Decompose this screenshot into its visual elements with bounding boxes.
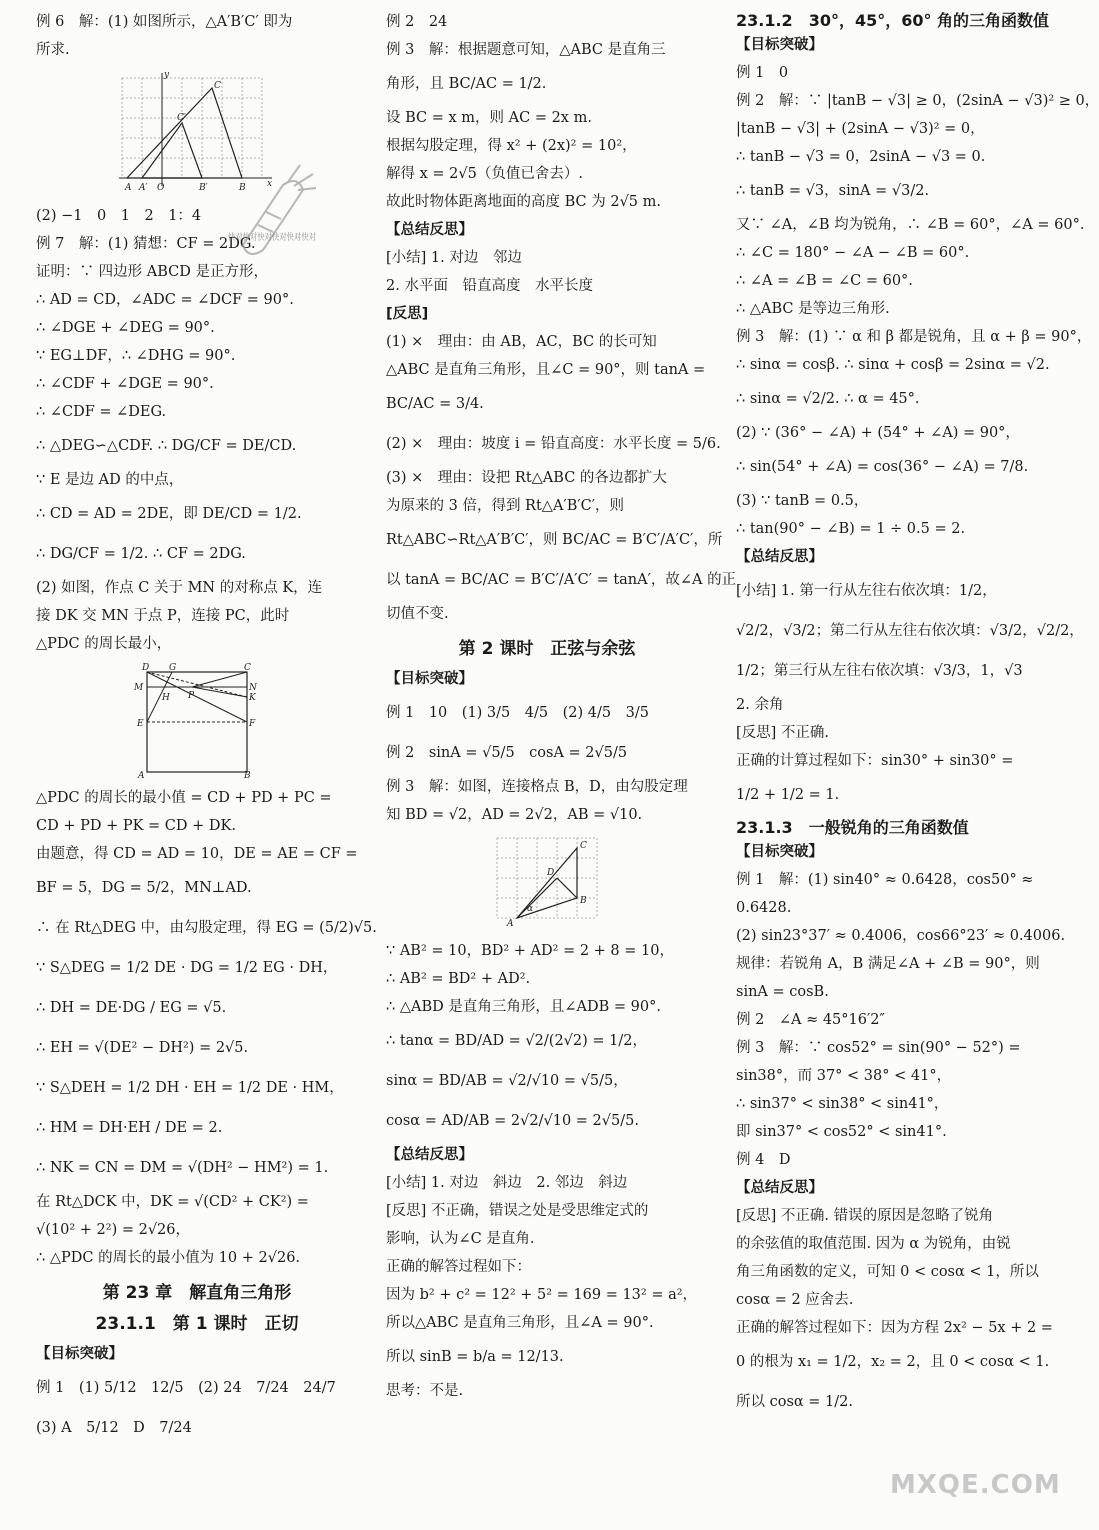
text-line: (3) × 理由：设把 Rt△ABC 的各边都扩大 [386, 470, 667, 486]
subheading: [反思] [386, 306, 429, 322]
text-line: 正确的计算过程如下：sin30° + sin30° = [736, 753, 1014, 769]
text-line: 正确的解答过程如下：因为方程 2x² − 5x + 2 = [736, 1320, 1053, 1336]
text-line: ∴ CD = AD = 2DE，即 DE/CD = 1/2. [36, 506, 302, 522]
text-line: (1) × 理由：由 AB，AC，BC 的长可知 [386, 334, 657, 350]
text-line: 例 7 解：(1) 猜想：CF = 2DG. [36, 236, 256, 252]
text-line: ∴ sin37° < sin38° < sin41°， [736, 1096, 949, 1112]
site-watermark [890, 1470, 1061, 1500]
section-heading: 23.1.3 一般锐角的三角函数值 [736, 818, 969, 837]
stamp-text: 快对快对快对快对快对快对 [228, 233, 337, 243]
text-line: 例 2 解：∵ |tanB − √3| ≥ 0，(2sinA − √3)² ≥ 0， [736, 93, 1099, 109]
svg-text:A: A [125, 183, 132, 193]
text-line: 例 2 ∠A ≈ 45°16′2″ [736, 1012, 885, 1028]
subheading: 【总结反思】 [386, 1147, 473, 1163]
text-line: 角三角函数的定义，可知 0 < cosα < 1，所以 [736, 1264, 1039, 1280]
text-line: ∴ tanB − √3 = 0，2sinA − √3 = 0. [736, 149, 986, 165]
text-line: 影响，认为∠C 是直角. [386, 1231, 535, 1247]
svg-text:N: N [249, 683, 257, 693]
text-line: 例 1 (1) 5/12 12/5 (2) 24 7/24 24/7 [36, 1380, 336, 1396]
subheading: 【目标突破】 [736, 844, 823, 860]
text-line: ∴ EH = √(DE² − DH²) = 2√5. [36, 1040, 249, 1056]
text-line: 1/2；第三行从左往右依次填：√3/3，1，√3 [736, 663, 1023, 679]
svg-text:C: C [244, 663, 251, 673]
text-line: ∵ S△DEG = 1/2 DE · DG = 1/2 EG · DH， [36, 960, 338, 976]
text-line: CD + PD + PK = CD + DK. [36, 818, 236, 834]
text-line: ∴ ∠CDF + ∠DGE = 90°. [36, 376, 214, 392]
text-line: 为原来的 3 倍，得到 Rt△A′B′C′，则 [386, 498, 625, 514]
subheading: 【目标突破】 [736, 37, 823, 53]
text-line: (2) × 理由：坡度 i = 铅直高度：水平长度 = 5/6. [386, 436, 721, 452]
chapter-title: 第 23 章 解直角三角形 [102, 1283, 292, 1303]
text-line: 证明：∵ 四边形 ABCD 是正方形， [36, 264, 268, 280]
text-line: 由题意，得 CD = AD = 10，DE = AE = CF = [36, 846, 358, 862]
text-line: sinA = cosB. [736, 984, 829, 1000]
svg-text:A: A [138, 771, 145, 781]
text-line: ∴ NK = CN = DM = √(DH² − HM²) = 1. [36, 1160, 329, 1176]
subheading: 【总结反思】 [736, 549, 823, 565]
text-line: ∴ △ABD 是直角三角形，且∠ADB = 90°. [386, 999, 661, 1015]
svg-text:C: C [580, 841, 587, 851]
text-line: ∴ DH = DE·DG / EG = √5. [36, 1000, 227, 1016]
svg-text:E: E [137, 719, 144, 729]
text-line: ∴ tan(90° − ∠B) = 1 ÷ 0.5 = 2. [736, 521, 966, 537]
text-line: cosα = 2 应舍去. [736, 1292, 854, 1308]
text-line: 例 2 sinA = √5/5 cosA = 2√5/5 [386, 745, 628, 761]
text-line: 以 tanA = BC/AC = B′C′/A′C′ = tanA′，故∠A 的正 [386, 572, 737, 588]
text-line: sinα = BD/AB = √2/√10 = √5/5， [386, 1073, 628, 1089]
text-line: |tanB − √3| + (2sinA − √3)² = 0， [736, 121, 985, 137]
text-line: 正确的解答过程如下： [386, 1259, 531, 1275]
svg-text:y: y [164, 70, 170, 80]
svg-text:C: C [214, 81, 221, 91]
text-line: ∴ △DEG∽△CDF. ∴ DG/CF = DE/CD. [36, 438, 297, 454]
svg-text:x: x [267, 179, 273, 189]
text-line: 切值不变. [386, 606, 449, 622]
text-line: [小结] 1. 对边 斜边 2. 邻边 斜边 [386, 1175, 628, 1191]
text-line: 所求. [36, 42, 70, 58]
svg-text:D: D [142, 663, 150, 673]
text-line: 解得 x = 2√5（负值已舍去）. [386, 166, 583, 182]
svg-text:α: α [527, 904, 534, 914]
lattice-figure [492, 833, 602, 933]
text-line: Rt△ABC∽Rt△A′B′C′，则 BC/AC = B′C′/A′C′，所 [386, 532, 723, 548]
text-line: 故此时物体距离地面的高度 BC 为 2√5 m. [386, 194, 662, 210]
text-line: (2) ∵ (36° − ∠A) + (54° + ∠A) = 90°， [736, 425, 1020, 441]
text-line: BF = 5，DG = 5/2，MN⊥AD. [36, 880, 252, 896]
text-line: ∴ tanB = √3，sinA = √3/2. [736, 183, 930, 199]
svg-text:P: P [188, 691, 195, 701]
svg-text:M: M [134, 683, 144, 693]
text-line: 2. 余角 [736, 697, 784, 713]
text-line: 例 3 解：∵ cos52° = sin(90° − 52°) = [736, 1040, 1021, 1056]
column-2 [386, 8, 737, 1405]
text-line: sin38°，而 37° < 38° < 41°， [736, 1068, 952, 1084]
text-line: cosα = AD/AB = 2√2/√10 = 2√5/5. [386, 1113, 639, 1129]
text-line: ∴ △ABC 是等边三角形. [736, 301, 890, 317]
text-line: ∴ ∠C = 180° − ∠A − ∠B = 60°. [736, 245, 970, 261]
svg-text:K: K [249, 693, 256, 703]
text-line: BC/AC = 3/4. [386, 396, 484, 412]
text-line: [小结] 1. 对边 邻边 [386, 250, 522, 266]
text-line: 例 1 10 (1) 3/5 4/5 (2) 4/5 3/5 [386, 705, 649, 721]
text-line: 又∵ ∠A，∠B 均为锐角，∴ ∠B = 60°，∠A = 60°. [736, 217, 1085, 233]
text-line: [小结] 1. 第一行从左往右依次填：1/2， [736, 583, 997, 599]
text-line: [反思] 不正确. 错误的原因是忽略了锐角 [736, 1208, 994, 1224]
svg-text:F: F [249, 719, 256, 729]
text-line: √2/2，√3/2；第二行从左往右依次填：√3/2，√2/2， [736, 623, 1084, 639]
svg-text:C′: C′ [177, 113, 186, 123]
text-line: ∴ ∠A = ∠B = ∠C = 60°. [736, 273, 913, 289]
lesson-title: 第 2 课时 正弦与余弦 [458, 639, 636, 659]
text-line: ∵ AB² = 10，BD² + AD² = 2 + 8 = 10， [386, 943, 674, 959]
svg-text:A: A [507, 919, 514, 929]
text-line: (2) 如图，作点 C 关于 MN 的对称点 K，连 [36, 580, 323, 596]
text-line: 所以 cosα = 1/2. [736, 1394, 854, 1410]
text-line: (2) sin23°37′ ≈ 0.4006，cos66°23′ ≈ 0.4006. [736, 928, 1066, 944]
text-line: 例 2 24 [386, 14, 448, 30]
subheading: 【目标突破】 [386, 671, 473, 687]
text-line: 0.6428. [736, 900, 792, 916]
section-title: 23.1.1 第 1 课时 正切 [95, 1314, 299, 1334]
subheading: 【总结反思】 [386, 222, 473, 238]
text-line: 1/2 + 1/2 = 1. [736, 787, 840, 803]
text-line: △ABC 是直角三角形，且∠C = 90°，则 tanA = [386, 362, 706, 378]
text-line: √(10² + 2²) = 2√26， [36, 1222, 191, 1238]
text-line: 根据勾股定理，得 x² + (2x)² = 10²， [386, 138, 637, 154]
text-line: 例 4 D [736, 1152, 791, 1168]
svg-text:A′: A′ [139, 183, 148, 193]
text-line: ∴ HM = DH·EH / DE = 2. [36, 1120, 223, 1136]
text-line: 0 的根为 x₁ = 1/2，x₂ = 2，且 0 < cosα < 1. [736, 1354, 1050, 1370]
text-line: 的余弦值的取值范围. 因为 α 为锐角，由锐 [736, 1236, 1011, 1252]
text-line: (3) A 5/12 D 7/24 [36, 1420, 192, 1436]
subheading: 【目标突破】 [36, 1346, 123, 1362]
text-line: 规律：若锐角 A，B 满足∠A + ∠B = 90°，则 [736, 956, 1040, 972]
text-line: ∴ DG/CF = 1/2. ∴ CF = 2DG. [36, 546, 246, 562]
square-figure [132, 662, 262, 780]
text-line: 接 DK 交 MN 于点 P，连接 PC，此时 [36, 608, 290, 624]
text-line: ∵ EG⊥DF，∴ ∠DHG = 90°. [36, 348, 236, 364]
site-watermark-text: MXQE.COM [890, 1470, 1061, 1500]
text-line: △PDC 的周长的最小值 = CD + PD + PC = [36, 790, 332, 806]
text-line: ∴ 在 Rt△DEG 中，由勾股定理，得 EG = (5/2)√5. [36, 920, 377, 936]
svg-text:D: D [547, 868, 555, 878]
text-line: (2) −1 0 1 2 1：4 [36, 208, 202, 224]
text-line: ∵ S△DEH = 1/2 DH · EH = 1/2 DE · HM， [36, 1080, 344, 1096]
text-line: 设 BC = x m，则 AC = 2x m. [386, 110, 592, 126]
text-line: 思考：不是. [386, 1383, 464, 1399]
text-line: 例 3 解：(1) ∵ α 和 β 都是锐角，且 α + β = 90°， [736, 329, 1092, 345]
svg-text:B: B [239, 183, 246, 193]
text-line: ∴ tanα = BD/AD = √2/(2√2) = 1/2， [386, 1033, 647, 1049]
text-line: ∴ ∠DGE + ∠DEG = 90°. [36, 320, 215, 336]
text-line: (3) ∵ tanB = 0.5， [736, 493, 869, 509]
text-line: 例 6 解：(1) 如图所示，△A′B′C′ 即为 [36, 14, 293, 30]
text-line: [反思] 不正确. [736, 725, 830, 741]
text-line: ∴ AB² = BD² + AD². [386, 971, 531, 987]
text-line: 例 1 解：(1) sin40° ≈ 0.6428，cos50° ≈ [736, 872, 1034, 888]
text-line: ∴ sinα = √2/2. ∴ α = 45°. [736, 391, 920, 407]
text-line: 角形，且 BC/AC = 1/2. [386, 76, 547, 92]
svg-text:H: H [162, 693, 170, 703]
text-line: [反思] 不正确，错误之处是受思维定式的 [386, 1203, 649, 1219]
text-line: ∴ AD = CD，∠ADC = ∠DCF = 90°. [36, 292, 294, 308]
text-line: 例 3 解：根据题意可知，△ABC 是直角三 [386, 42, 666, 58]
text-line: 因为 b² + c² = 12² + 5² = 169 = 13² = a²， [386, 1287, 698, 1303]
text-line: 所以△ABC 是直角三角形，且∠A = 90°. [386, 1315, 654, 1331]
text-line: △PDC 的周长最小， [36, 636, 172, 652]
subheading: 【总结反思】 [736, 1180, 823, 1196]
text-line: 例 1 0 [736, 65, 789, 81]
text-line: ∴ sinα = cosβ. ∴ sinα + cosβ = 2sinα = √2. [736, 357, 1050, 373]
svg-text:O: O [157, 183, 165, 193]
text-line: ∵ E 是边 AD 的中点， [36, 472, 184, 488]
column-3 [736, 8, 1099, 1422]
text-line: ∴ sin(54° + ∠A) = cos(36° − ∠A) = 7/8. [736, 459, 1029, 475]
text-line: 即 sin37° < cos52° < sin41°. [736, 1124, 947, 1140]
svg-text:B′: B′ [199, 183, 208, 193]
text-line: 所以 sinB = b/a = 12/13. [386, 1349, 564, 1365]
carrot-watermark-icon [228, 160, 337, 260]
svg-text:B: B [580, 896, 587, 906]
text-line: ∴ △PDC 的周长的最小值为 10 + 2√26. [36, 1250, 301, 1266]
text-line: 例 3 解：如图，连接格点 B，D，由勾股定理 [386, 779, 688, 795]
section-heading: 23.1.2 30°，45°，60° 角的三角函数值 [736, 11, 1050, 30]
text-line: ∴ ∠CDF = ∠DEG. [36, 404, 167, 420]
text-line: 知 BD = √2，AD = 2√2，AB = √10. [386, 807, 643, 823]
text-line: 在 Rt△DCK 中，DK = √(CD² + CK²) = [36, 1194, 309, 1210]
svg-text:G: G [169, 663, 177, 673]
text-line: 2. 水平面 铅直高度 水平长度 [386, 278, 593, 294]
svg-text:B: B [244, 771, 251, 781]
